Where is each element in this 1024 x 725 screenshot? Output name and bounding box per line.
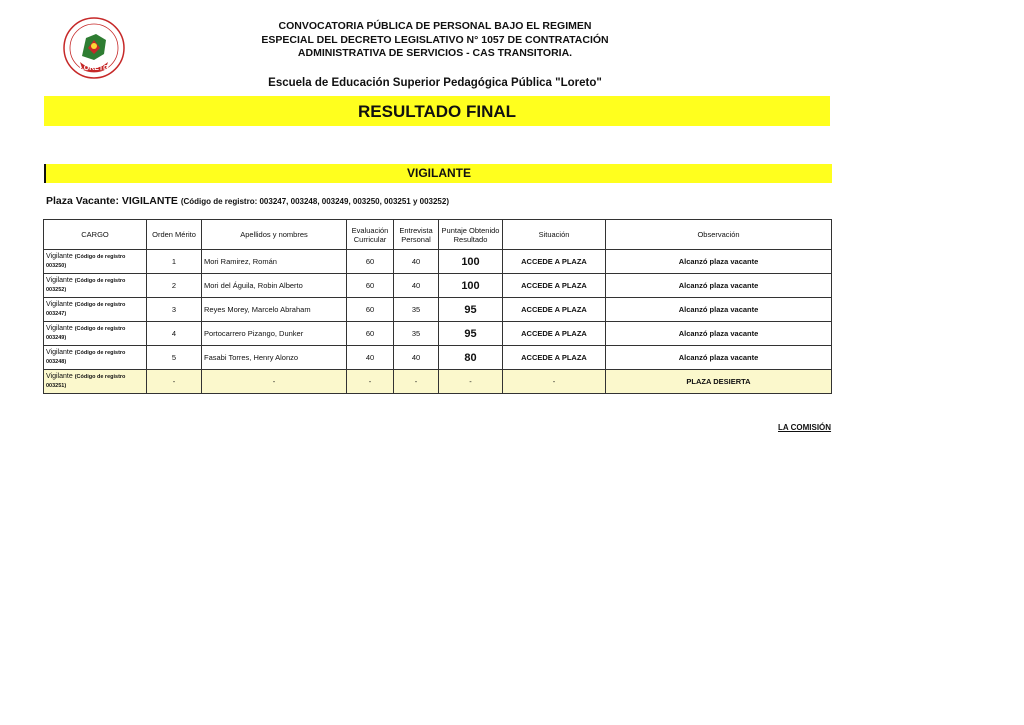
cell-cargo: Vigilante (Código de registro 003252) — [44, 274, 147, 298]
cell-nombre: Reyes Morey, Marcelo Abraham — [202, 298, 347, 322]
header-line-1: CONVOCATORIA PÚBLICA DE PERSONAL BAJO EL REGIMEN — [278, 20, 592, 32]
col-cargo: CARGO — [44, 220, 147, 250]
cell-curricular: 60 — [347, 322, 394, 346]
cell-orden: 5 — [147, 346, 202, 370]
institution-logo — [62, 16, 126, 80]
section-title: VIGILANTE — [44, 164, 832, 183]
cell-cargo: Vigilante (Código de registro 003248) — [44, 346, 147, 370]
cell-orden: - — [147, 370, 202, 394]
cell-nombre: Mori Ramirez, Román — [202, 250, 347, 274]
table-row — [44, 250, 832, 274]
cell-entrevista: 40 — [394, 274, 439, 298]
cell-cargo: Vigilante (Código de registro 003250) — [44, 250, 147, 274]
cell-entrevista: - — [394, 370, 439, 394]
cell-situacion: ACCEDE A PLAZA — [503, 274, 606, 298]
cell-cargo: Vigilante (Código de registro 003247) — [44, 298, 147, 322]
plaza-vacante — [46, 195, 449, 207]
cell-nombre: Fasabi Torres, Henry Alonzo — [202, 346, 347, 370]
col-observacion: Observación — [606, 220, 832, 250]
cell-puntaje: 80 — [439, 346, 503, 370]
cell-curricular: - — [347, 370, 394, 394]
cell-observacion: Alcanzó plaza vacante — [606, 250, 832, 274]
cell-orden: 2 — [147, 274, 202, 298]
col-entrevista: Entrevista Personal — [394, 220, 439, 250]
cell-curricular: 40 — [347, 346, 394, 370]
cell-curricular: 60 — [347, 274, 394, 298]
cell-situacion: ACCEDE A PLAZA — [503, 322, 606, 346]
table-row — [44, 298, 832, 322]
table-row — [44, 274, 832, 298]
cell-orden: 1 — [147, 250, 202, 274]
table-header-row — [44, 220, 832, 250]
cell-observacion: PLAZA DESIERTA — [606, 370, 832, 394]
cell-puntaje: - — [439, 370, 503, 394]
cell-observacion: Alcanzó plaza vacante — [606, 298, 832, 322]
cell-orden: 3 — [147, 298, 202, 322]
cell-observacion: Alcanzó plaza vacante — [606, 322, 832, 346]
table-row — [44, 346, 832, 370]
cell-entrevista: 40 — [394, 346, 439, 370]
table-row — [44, 322, 832, 346]
cell-puntaje: 95 — [439, 322, 503, 346]
cell-curricular: 60 — [347, 298, 394, 322]
cell-entrevista: 35 — [394, 322, 439, 346]
cell-situacion: ACCEDE A PLAZA — [503, 346, 606, 370]
col-situacion: Situación — [503, 220, 606, 250]
col-puntaje: Puntaje Obtenido Resultado — [439, 220, 503, 250]
svg-text:LORETO: LORETO — [79, 65, 109, 72]
footer-signature: LA COMISIÓN — [778, 423, 832, 432]
cell-cargo: Vigilante (Código de registro 003251) — [44, 370, 147, 394]
results-table — [43, 219, 832, 394]
cell-observacion: Alcanzó plaza vacante — [606, 274, 832, 298]
cell-puntaje: 100 — [439, 274, 503, 298]
cell-nombre: Mori del Águila, Robin Alberto — [202, 274, 347, 298]
cell-puntaje: 95 — [439, 298, 503, 322]
header-line-3: ADMINISTRATIVA DE SERVICIOS - CAS TRANSITORIA. — [297, 47, 573, 59]
cell-puntaje: 100 — [439, 250, 503, 274]
table-row — [44, 370, 832, 394]
col-nombres: Apellidos y nombres — [202, 220, 347, 250]
header-line-2: ESPECIAL DEL DECRETO LEGISLATIVO N° 1057 DE CONTRATACIÓN — [261, 33, 609, 46]
cell-entrevista: 40 — [394, 250, 439, 274]
cell-nombre: - — [202, 370, 347, 394]
cell-situacion: - — [503, 370, 606, 394]
cell-situacion: ACCEDE A PLAZA — [503, 298, 606, 322]
cell-entrevista: 35 — [394, 298, 439, 322]
cell-cargo: Vigilante (Código de registro 003249) — [44, 322, 147, 346]
col-curricular: Evaluación Curricular — [347, 220, 394, 250]
cell-nombre: Portocarrero Pizango, Dunker — [202, 322, 347, 346]
plaza-label: Plaza Vacante: VIGILANTE — [46, 195, 178, 207]
cell-observacion: Alcanzó plaza vacante — [606, 346, 832, 370]
cell-situacion: ACCEDE A PLAZA — [503, 250, 606, 274]
page-title: RESULTADO FINAL — [44, 96, 830, 126]
cell-orden: 4 — [147, 322, 202, 346]
plaza-codes: (Código de registro: 003247, 003248, 003249, 003250, 003251 y 003252) — [180, 197, 449, 206]
school-name: Escuela de Educación Superior Pedagógica Pública "Loreto" — [268, 77, 602, 89]
col-orden: Orden Mérito — [147, 220, 202, 250]
cell-curricular: 60 — [347, 250, 394, 274]
